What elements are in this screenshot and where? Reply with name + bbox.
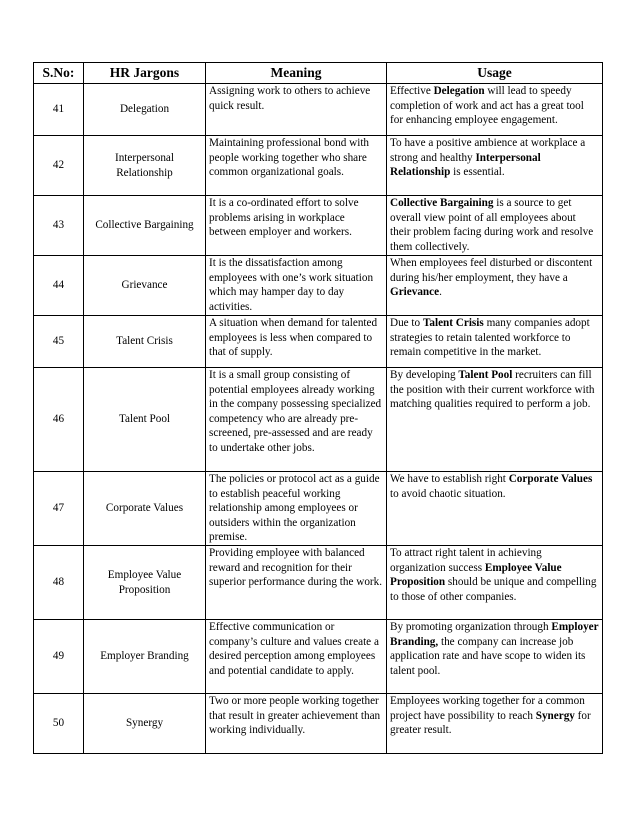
usage-text: is a source to get overall view point of all employees about their problem facing during work and resolve them collectively. [390, 197, 594, 253]
usage-text: . [439, 286, 442, 299]
jargon-term: Synergy [84, 694, 206, 754]
jargon-meaning: It is a small group consisting of potential employees already working in the company possessing specialized competency who are already pre-screened, pre-assessed and are ready to undertake other jobs. [206, 368, 387, 472]
jargon-term: Corporate Values [84, 472, 206, 546]
jargon-meaning: Effective communication or company’s culture and values create a desired perception among employees and potential candidate to apply. [206, 620, 387, 694]
row-number: 46 [34, 368, 84, 472]
table-row [34, 256, 603, 316]
usage-text: should be unique and compelling to those of other companies. [390, 576, 597, 603]
usage-text: Employees working together for a common project have possibility to reach [390, 695, 585, 722]
usage-highlight-term: Talent Pool [458, 369, 513, 381]
jargon-term: Collective Bargaining [84, 196, 206, 256]
table-row [34, 316, 603, 368]
jargon-usage [387, 136, 603, 196]
hr-jargons-table [33, 62, 603, 754]
usage-text: To attract right talent in achieving organization success [390, 547, 542, 574]
jargon-usage [387, 256, 603, 316]
header-meaning: Meaning [206, 63, 387, 84]
usage-text: for greater result. [390, 709, 591, 737]
table-row [34, 694, 603, 754]
usage-highlight-term: Grievance [390, 286, 440, 299]
usage-highlight-term: Employee Value Proposition [390, 561, 562, 589]
row-number: 47 [34, 472, 84, 546]
header-hr-jargons: HR Jargons [84, 63, 206, 84]
header-usage: Usage [387, 63, 603, 84]
row-number: 48 [34, 546, 84, 620]
jargon-term: Grievance [84, 256, 206, 316]
jargon-usage [387, 368, 603, 472]
row-number: 49 [34, 620, 84, 694]
table-row [34, 620, 603, 694]
table-body [34, 84, 603, 754]
usage-text: By promoting organization through [390, 621, 552, 633]
usage-text: Due to [390, 317, 423, 329]
usage-text: When employees feel disturbed or discontent during his/her employment, they have a [390, 257, 593, 284]
jargon-term: Interpersonal Relationship [84, 136, 206, 196]
usage-text: We have to establish right [390, 473, 509, 485]
table-row [34, 368, 603, 472]
row-number: 44 [34, 256, 84, 316]
jargon-meaning: It is a co-ordinated effort to solve problems arising in workplace between employer and workers. [206, 196, 387, 256]
jargon-usage [387, 84, 603, 136]
usage-text: will lead to speedy completion of work and act has a great tool for enhancing employee engagement. [390, 85, 584, 127]
row-number: 45 [34, 316, 84, 368]
jargon-term: Talent Crisis [84, 316, 206, 368]
usage-highlight-term: Synergy [535, 709, 575, 722]
row-number: 50 [34, 694, 84, 754]
jargon-meaning: Two or more people working together that result in greater achievement than working individually. [206, 694, 387, 754]
table-row [34, 196, 603, 256]
jargon-term: Employer Branding [84, 620, 206, 694]
table-row [34, 136, 603, 196]
jargon-usage [387, 694, 603, 754]
header-sno: S.No: [34, 63, 84, 84]
jargon-meaning: The policies or protocol act as a guide to establish peaceful working relationship among employees or outsiders within the organization premise. [206, 472, 387, 546]
table-row [34, 84, 603, 136]
jargon-term: Delegation [84, 84, 206, 136]
row-number: 41 [34, 84, 84, 136]
usage-highlight-term: Interpersonal Relationship [390, 151, 541, 179]
jargon-meaning: It is the dissatisfaction among employees with one’s work situation which may hamper day to day activities. [206, 256, 387, 316]
jargon-usage [387, 196, 603, 256]
usage-text: Effective [390, 85, 434, 97]
row-number: 43 [34, 196, 84, 256]
jargon-meaning: Assigning work to others to achieve quick result. [206, 84, 387, 136]
jargon-usage [387, 316, 603, 368]
jargon-meaning: Providing employee with balanced reward and recognition for their superior performance during the work. [206, 546, 387, 620]
header-row [34, 63, 603, 84]
usage-text: many companies adopt strategies to retain talented workforce to remain competitive in the market. [390, 317, 590, 359]
jargon-meaning: Maintaining professional bond with people working together who share common organizational goals. [206, 136, 387, 196]
jargon-usage [387, 620, 603, 694]
usage-text: By developing [390, 369, 459, 381]
usage-text: is essential. [450, 166, 505, 179]
usage-highlight-term: Employer Branding, [390, 621, 599, 648]
jargon-term: Talent Pool [84, 368, 206, 472]
usage-highlight-term: Delegation [433, 85, 485, 97]
jargon-usage [387, 546, 603, 620]
usage-text: To have a positive ambience at workplace a strong and healthy [390, 137, 586, 164]
table-row [34, 472, 603, 546]
usage-text: the company can increase job application rate and have scope to widen its talent pool. [390, 635, 586, 677]
usage-text: to avoid chaotic situation. [390, 487, 506, 500]
table-row [34, 546, 603, 620]
jargon-meaning: A situation when demand for talented employees is less when compared to that of supply. [206, 316, 387, 368]
jargon-usage [387, 472, 603, 546]
usage-highlight-term: Corporate Values [508, 473, 593, 485]
usage-highlight-term: Collective Bargaining [390, 197, 494, 209]
table-header [34, 63, 603, 84]
jargon-term: Employee Value Proposition [84, 546, 206, 620]
usage-text: recruiters can fill the position with their current workforce with matching qualities required to perform a job. [390, 369, 595, 411]
usage-highlight-term: Talent Crisis [422, 317, 484, 329]
row-number: 42 [34, 136, 84, 196]
